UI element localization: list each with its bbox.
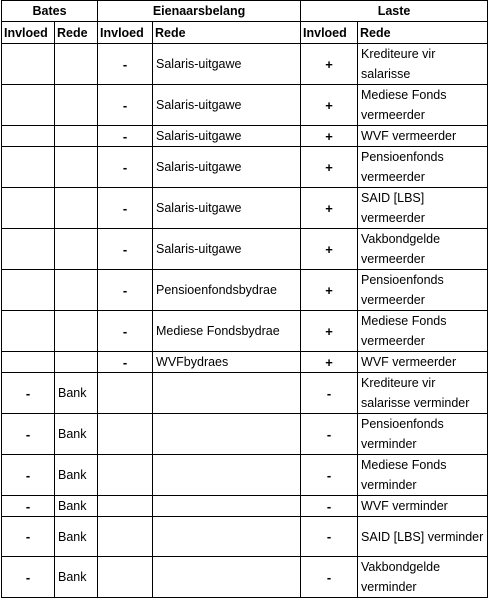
group-header-laste: Laste (301, 1, 488, 22)
col-header-laste-invloed: Invloed (301, 22, 358, 44)
laste-rede-cell: Krediteure vir salarisse (358, 44, 488, 85)
eienaarsbelang-rede-cell: Salaris-uitgawe (153, 147, 301, 188)
eienaarsbelang-invloed-cell: - (98, 147, 153, 188)
table-body (2, 44, 488, 598)
table-row (2, 229, 488, 270)
laste-invloed-cell: + (301, 229, 358, 270)
laste-rede-cell: SAID [LBS] verminder (358, 517, 488, 557)
eienaarsbelang-rede-cell (153, 373, 301, 414)
group-header-bates: Bates (2, 1, 98, 22)
bates-rede-cell (55, 188, 98, 229)
bates-invloed-cell (2, 126, 55, 147)
bates-invloed-cell (2, 44, 55, 85)
bates-invloed-cell (2, 270, 55, 311)
eienaarsbelang-rede-cell (153, 496, 301, 517)
bates-rede-cell (55, 229, 98, 270)
laste-invloed-cell: - (301, 455, 358, 496)
eienaarsbelang-invloed-cell (98, 455, 153, 496)
laste-rede-cell: SAID [LBS] vermeerder (358, 188, 488, 229)
table-row (2, 126, 488, 147)
eienaarsbelang-invloed-cell (98, 414, 153, 455)
col-header-laste-rede: Rede (358, 22, 488, 44)
laste-invloed-cell: - (301, 557, 358, 598)
bates-invloed-cell: - (2, 373, 55, 414)
bates-rede-cell (55, 270, 98, 311)
bates-invloed-cell: - (2, 414, 55, 455)
eienaarsbelang-invloed-cell (98, 373, 153, 414)
bates-rede-cell (55, 352, 98, 373)
col-header-bates-rede: Rede (55, 22, 98, 44)
col-header-bates-invloed: Invloed (2, 22, 55, 44)
laste-invloed-cell: + (301, 126, 358, 147)
eienaarsbelang-invloed-cell: - (98, 229, 153, 270)
eienaarsbelang-rede-cell (153, 455, 301, 496)
laste-invloed-cell: - (301, 373, 358, 414)
bates-invloed-cell: - (2, 496, 55, 517)
table-row (2, 147, 488, 188)
bates-rede-cell: Bank (55, 414, 98, 455)
laste-rede-cell: Pensioenfonds vermeerder (358, 270, 488, 311)
eienaarsbelang-invloed-cell (98, 557, 153, 598)
bates-rede-cell (55, 85, 98, 126)
bates-invloed-cell (2, 188, 55, 229)
bates-invloed-cell: - (2, 517, 55, 557)
eienaarsbelang-rede-cell (153, 414, 301, 455)
laste-rede-cell: Vakbondgelde verminder (358, 557, 488, 598)
eienaarsbelang-invloed-cell: - (98, 188, 153, 229)
bates-rede-cell: Bank (55, 373, 98, 414)
laste-invloed-cell: + (301, 311, 358, 352)
table-row (2, 188, 488, 229)
bates-invloed-cell (2, 85, 55, 126)
laste-invloed-cell: - (301, 414, 358, 455)
bates-rede-cell (55, 126, 98, 147)
bates-invloed-cell (2, 311, 55, 352)
table-row (2, 85, 488, 126)
table-row (2, 414, 488, 455)
group-header-eienaarsbelang: Eienaarsbelang (98, 1, 301, 22)
bates-invloed-cell (2, 147, 55, 188)
bates-rede-cell (55, 147, 98, 188)
eienaarsbelang-rede-cell: Salaris-uitgawe (153, 85, 301, 126)
bates-invloed-cell (2, 352, 55, 373)
eienaarsbelang-rede-cell: Salaris-uitgawe (153, 188, 301, 229)
eienaarsbelang-rede-cell: WVFbydraes (153, 352, 301, 373)
eienaarsbelang-rede-cell (153, 517, 301, 557)
bates-rede-cell (55, 311, 98, 352)
laste-invloed-cell: + (301, 270, 358, 311)
bates-invloed-cell (2, 229, 55, 270)
eienaarsbelang-invloed-cell: - (98, 270, 153, 311)
laste-invloed-cell: + (301, 44, 358, 85)
eienaarsbelang-invloed-cell (98, 496, 153, 517)
eienaarsbelang-invloed-cell: - (98, 85, 153, 126)
laste-rede-cell: WVF vermeerder (358, 126, 488, 147)
eienaarsbelang-rede-cell: Salaris-uitgawe (153, 44, 301, 85)
laste-rede-cell: Mediese Fonds vermeerder (358, 311, 488, 352)
col-header-eienaarsbelang-rede: Rede (153, 22, 301, 44)
table-row (2, 496, 488, 517)
eienaarsbelang-rede-cell: Pensioenfondsbydrae (153, 270, 301, 311)
table-row (2, 352, 488, 373)
eienaarsbelang-invloed-cell: - (98, 126, 153, 147)
laste-rede-cell: Krediteure vir salarisse verminder (358, 373, 488, 414)
table-row (2, 44, 488, 85)
eienaarsbelang-invloed-cell: - (98, 311, 153, 352)
eienaarsbelang-rede-cell: Mediese Fondsbydrae (153, 311, 301, 352)
eienaarsbelang-invloed-cell: - (98, 352, 153, 373)
col-header-eienaarsbelang-invloed: Invloed (98, 22, 153, 44)
laste-rede-cell: Pensioenfonds vermeerder (358, 147, 488, 188)
table-row (2, 517, 488, 557)
laste-rede-cell: WVF vermeerder (358, 352, 488, 373)
eienaarsbelang-rede-cell: Salaris-uitgawe (153, 126, 301, 147)
bates-rede-cell (55, 44, 98, 85)
eienaarsbelang-invloed-cell: - (98, 44, 153, 85)
laste-rede-cell: WVF verminder (358, 496, 488, 517)
laste-invloed-cell: + (301, 147, 358, 188)
bates-invloed-cell: - (2, 557, 55, 598)
laste-rede-cell: Mediese Fonds vermeerder (358, 85, 488, 126)
table-row (2, 455, 488, 496)
table-row (2, 311, 488, 352)
bates-rede-cell: Bank (55, 557, 98, 598)
laste-invloed-cell: + (301, 352, 358, 373)
table-row (2, 270, 488, 311)
laste-invloed-cell: - (301, 517, 358, 557)
laste-rede-cell: Mediese Fonds verminder (358, 455, 488, 496)
eienaarsbelang-rede-cell (153, 557, 301, 598)
bates-rede-cell: Bank (55, 496, 98, 517)
bates-rede-cell: Bank (55, 455, 98, 496)
table-row (2, 557, 488, 598)
bates-rede-cell: Bank (55, 517, 98, 557)
eienaarsbelang-rede-cell: Salaris-uitgawe (153, 229, 301, 270)
accounting-equation-table (1, 0, 488, 598)
eienaarsbelang-invloed-cell (98, 517, 153, 557)
laste-invloed-cell: - (301, 496, 358, 517)
laste-invloed-cell: + (301, 188, 358, 229)
laste-invloed-cell: + (301, 85, 358, 126)
bates-invloed-cell: - (2, 455, 55, 496)
laste-rede-cell: Vakbondgelde vermeerder (358, 229, 488, 270)
laste-rede-cell: Pensioenfonds verminder (358, 414, 488, 455)
table-row (2, 373, 488, 414)
